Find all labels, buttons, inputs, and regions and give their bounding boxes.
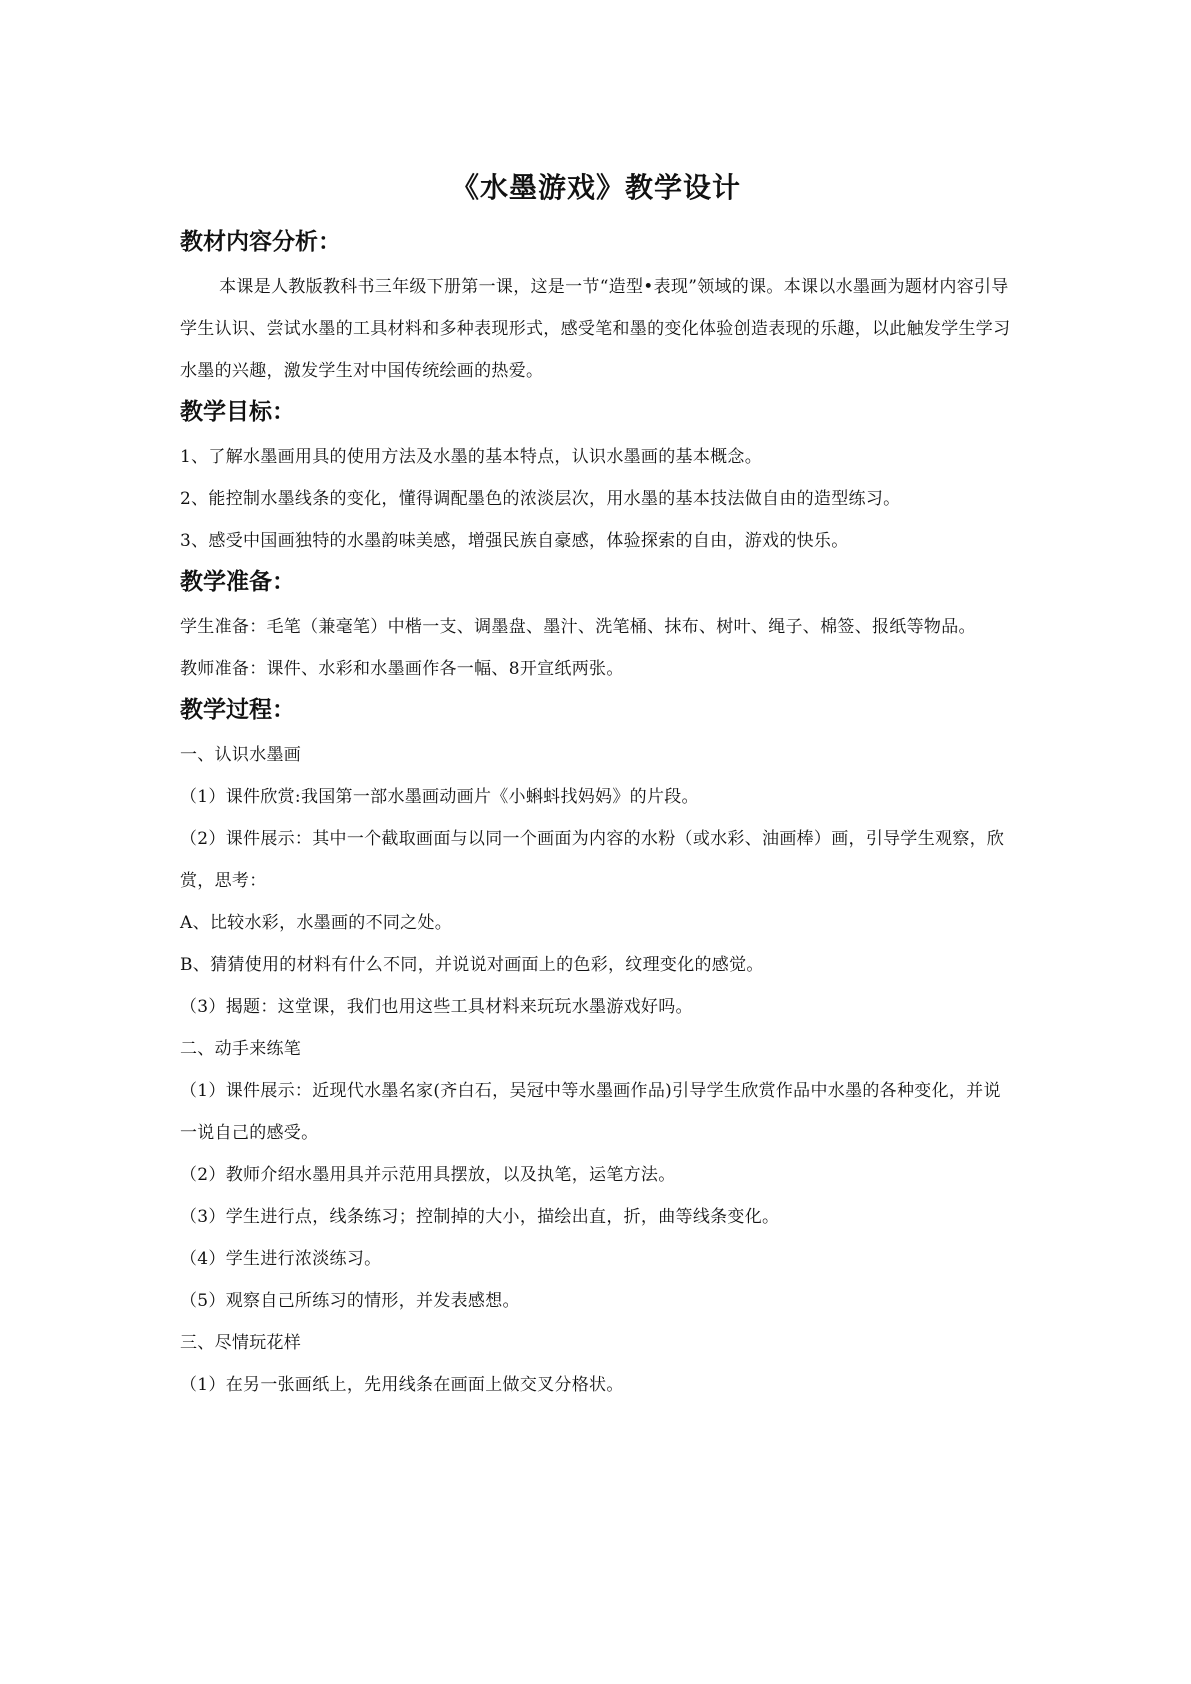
heading-prep: 教学准备： [180, 569, 295, 595]
prep-item: 学生准备：毛笔（兼毫笔）中楷一支、调墨盘、墨汁、洗笔桶、抹布、树叶、绳子、棉签、报纸等物品。 [180, 617, 976, 637]
process-item: （2）教师介绍水墨用具并示范用具摆放，以及执笔，运笔方法。 [180, 1165, 676, 1185]
prep-item: 教师准备：课件、水彩和水墨画作各一幅、8开宣纸两张。 [180, 659, 624, 679]
process-item: （1）课件欣赏:我国第一部水墨画动画片《小蝌蚪找妈妈》的片段。 [180, 787, 699, 807]
heading-analysis: 教材内容分析： [180, 229, 341, 255]
process-item: （4）学生进行浓淡练习。 [180, 1249, 382, 1269]
process-item: B、猜猜使用的材料有什么不同，并说说对画面上的色彩，纹理变化的感觉。 [180, 955, 764, 975]
process-item: （3）揭题：这堂课，我们也用这些工具材料来玩玩水墨游戏好吗。 [180, 997, 693, 1017]
process-item: A、比较水彩，水墨画的不同之处。 [180, 913, 453, 933]
process-item: （5）观察自己所练习的情形，并发表感想。 [180, 1291, 520, 1311]
process-item: （1）课件展示：近现代水墨名家(齐白石，吴冠中等水墨画作品)引导学生欣赏作品中水墨的各种变化，并说一说自己的感受。 [180, 1081, 1001, 1143]
heading-process: 教学过程： [180, 697, 295, 723]
process-item: （2）课件展示：其中一个截取画面与以同一个画面为内容的水粉（或水彩、油画棒）画，引导学生观察，欣赏，思考： [180, 829, 1005, 891]
process-item: （1）在另一张画纸上，先用线条在画面上做交叉分格状。 [180, 1375, 624, 1395]
goal-item: 3、感受中国画独特的水墨韵味美感，增强民族自豪感，体验探索的自由，游戏的快乐。 [180, 531, 849, 551]
process-item: （3）学生进行点，线条练习；控制掉的大小，描绘出直，折，曲等线条变化。 [180, 1207, 780, 1227]
document-title: 《水墨游戏》教学设计 [450, 171, 741, 204]
document-content [180, 168, 1012, 1406]
process-item: 二、动手来练笔 [180, 1039, 302, 1059]
goal-item: 1、了解水墨画用具的使用方法及水墨的基本特点，认识水墨画的基本概念。 [180, 447, 763, 467]
process-item: 三、尽情玩花样 [180, 1333, 302, 1353]
analysis-paragraph: 本课是人教版教科书三年级下册第一课，这是一节“造型•表现”领域的课。本课以水墨画为题材内容引导学生认识、尝试水墨的工具材料和多种表现形式，感受笔和墨的变化体验创造表现的乐趣，以此触发学生学习水墨的兴趣，激发学生对中国传统绘画的热爱。 [180, 277, 1011, 381]
process-item: 一、认识水墨画 [180, 745, 302, 765]
goal-item: 2、能控制水墨线条的变化，懂得调配墨色的浓淡层次，用水墨的基本技法做自由的造型练习。 [180, 489, 901, 509]
heading-goals: 教学目标： [180, 399, 295, 425]
